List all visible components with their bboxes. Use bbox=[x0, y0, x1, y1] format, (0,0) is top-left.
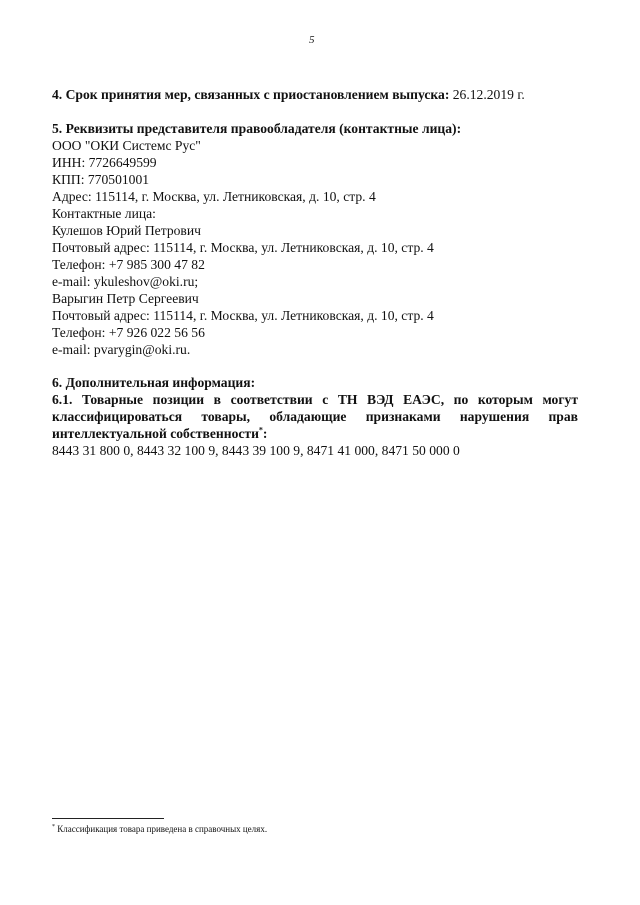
company-address: Адрес: 115114, г. Москва, ул. Летниковская, д. 10, стр. 4 bbox=[52, 189, 376, 204]
company-name: ООО "ОКИ Системс Рус" bbox=[52, 138, 201, 153]
section-5-heading: 5. Реквизиты представителя правообладателя (контактные лица): bbox=[52, 121, 462, 136]
contact-2-name: Варыгин Петр Сергеевич bbox=[52, 291, 199, 306]
contact-2-address: Почтовый адрес: 115114, г. Москва, ул. Летниковская, д. 10, стр. 4 bbox=[52, 308, 434, 323]
section-4-heading: 4. Срок принятия мер, связанных с приостановлением выпуска: bbox=[52, 87, 450, 102]
kpp-line: КПП: 770501001 bbox=[52, 172, 150, 187]
section-4-value: 26.12.2019 г. bbox=[449, 87, 525, 102]
section-6-1-heading bbox=[52, 391, 578, 442]
contacts-label: Контактные лица: bbox=[52, 206, 156, 221]
footnote-divider bbox=[52, 818, 164, 819]
document-body bbox=[52, 86, 578, 459]
contact-1-phone: Телефон: +7 985 300 47 82 bbox=[52, 257, 205, 272]
contact-1-email: e-mail: ykuleshov@oki.ru; bbox=[52, 274, 199, 289]
footnote-reference: * bbox=[258, 425, 263, 435]
section-6 bbox=[52, 374, 578, 459]
section-5 bbox=[52, 120, 578, 358]
tariff-codes: 8443 31 800 0, 8443 32 100 9, 8443 39 100 9, 8471 41 000, 8471 50 000 0 bbox=[52, 443, 460, 458]
section-6-1-text: 6.1. Товарные позиции в соответствии с ТН ВЭД ЕАЭС, по которым могут классифицироваться товары, обладающие признаками нарушения прав интеллектуальной собственности bbox=[52, 392, 578, 441]
inn-line: ИНН: 7726649599 bbox=[52, 155, 157, 170]
page-number: 5 bbox=[309, 34, 315, 46]
footnote-mark: * bbox=[52, 824, 55, 830]
footnote-text: Классификация товара приведена в справочных целях. bbox=[55, 824, 268, 834]
section-6-heading: 6. Дополнительная информация: bbox=[52, 375, 256, 390]
footnote bbox=[52, 824, 267, 835]
section-4 bbox=[52, 86, 578, 103]
contact-1-name: Кулешов Юрий Петрович bbox=[52, 223, 201, 238]
contact-2-email: e-mail: pvarygin@oki.ru. bbox=[52, 342, 191, 357]
contact-1-address: Почтовый адрес: 115114, г. Москва, ул. Летниковская, д. 10, стр. 4 bbox=[52, 240, 434, 255]
section-6-1-colon: : bbox=[262, 426, 268, 441]
contact-2-phone: Телефон: +7 926 022 56 56 bbox=[52, 325, 205, 340]
